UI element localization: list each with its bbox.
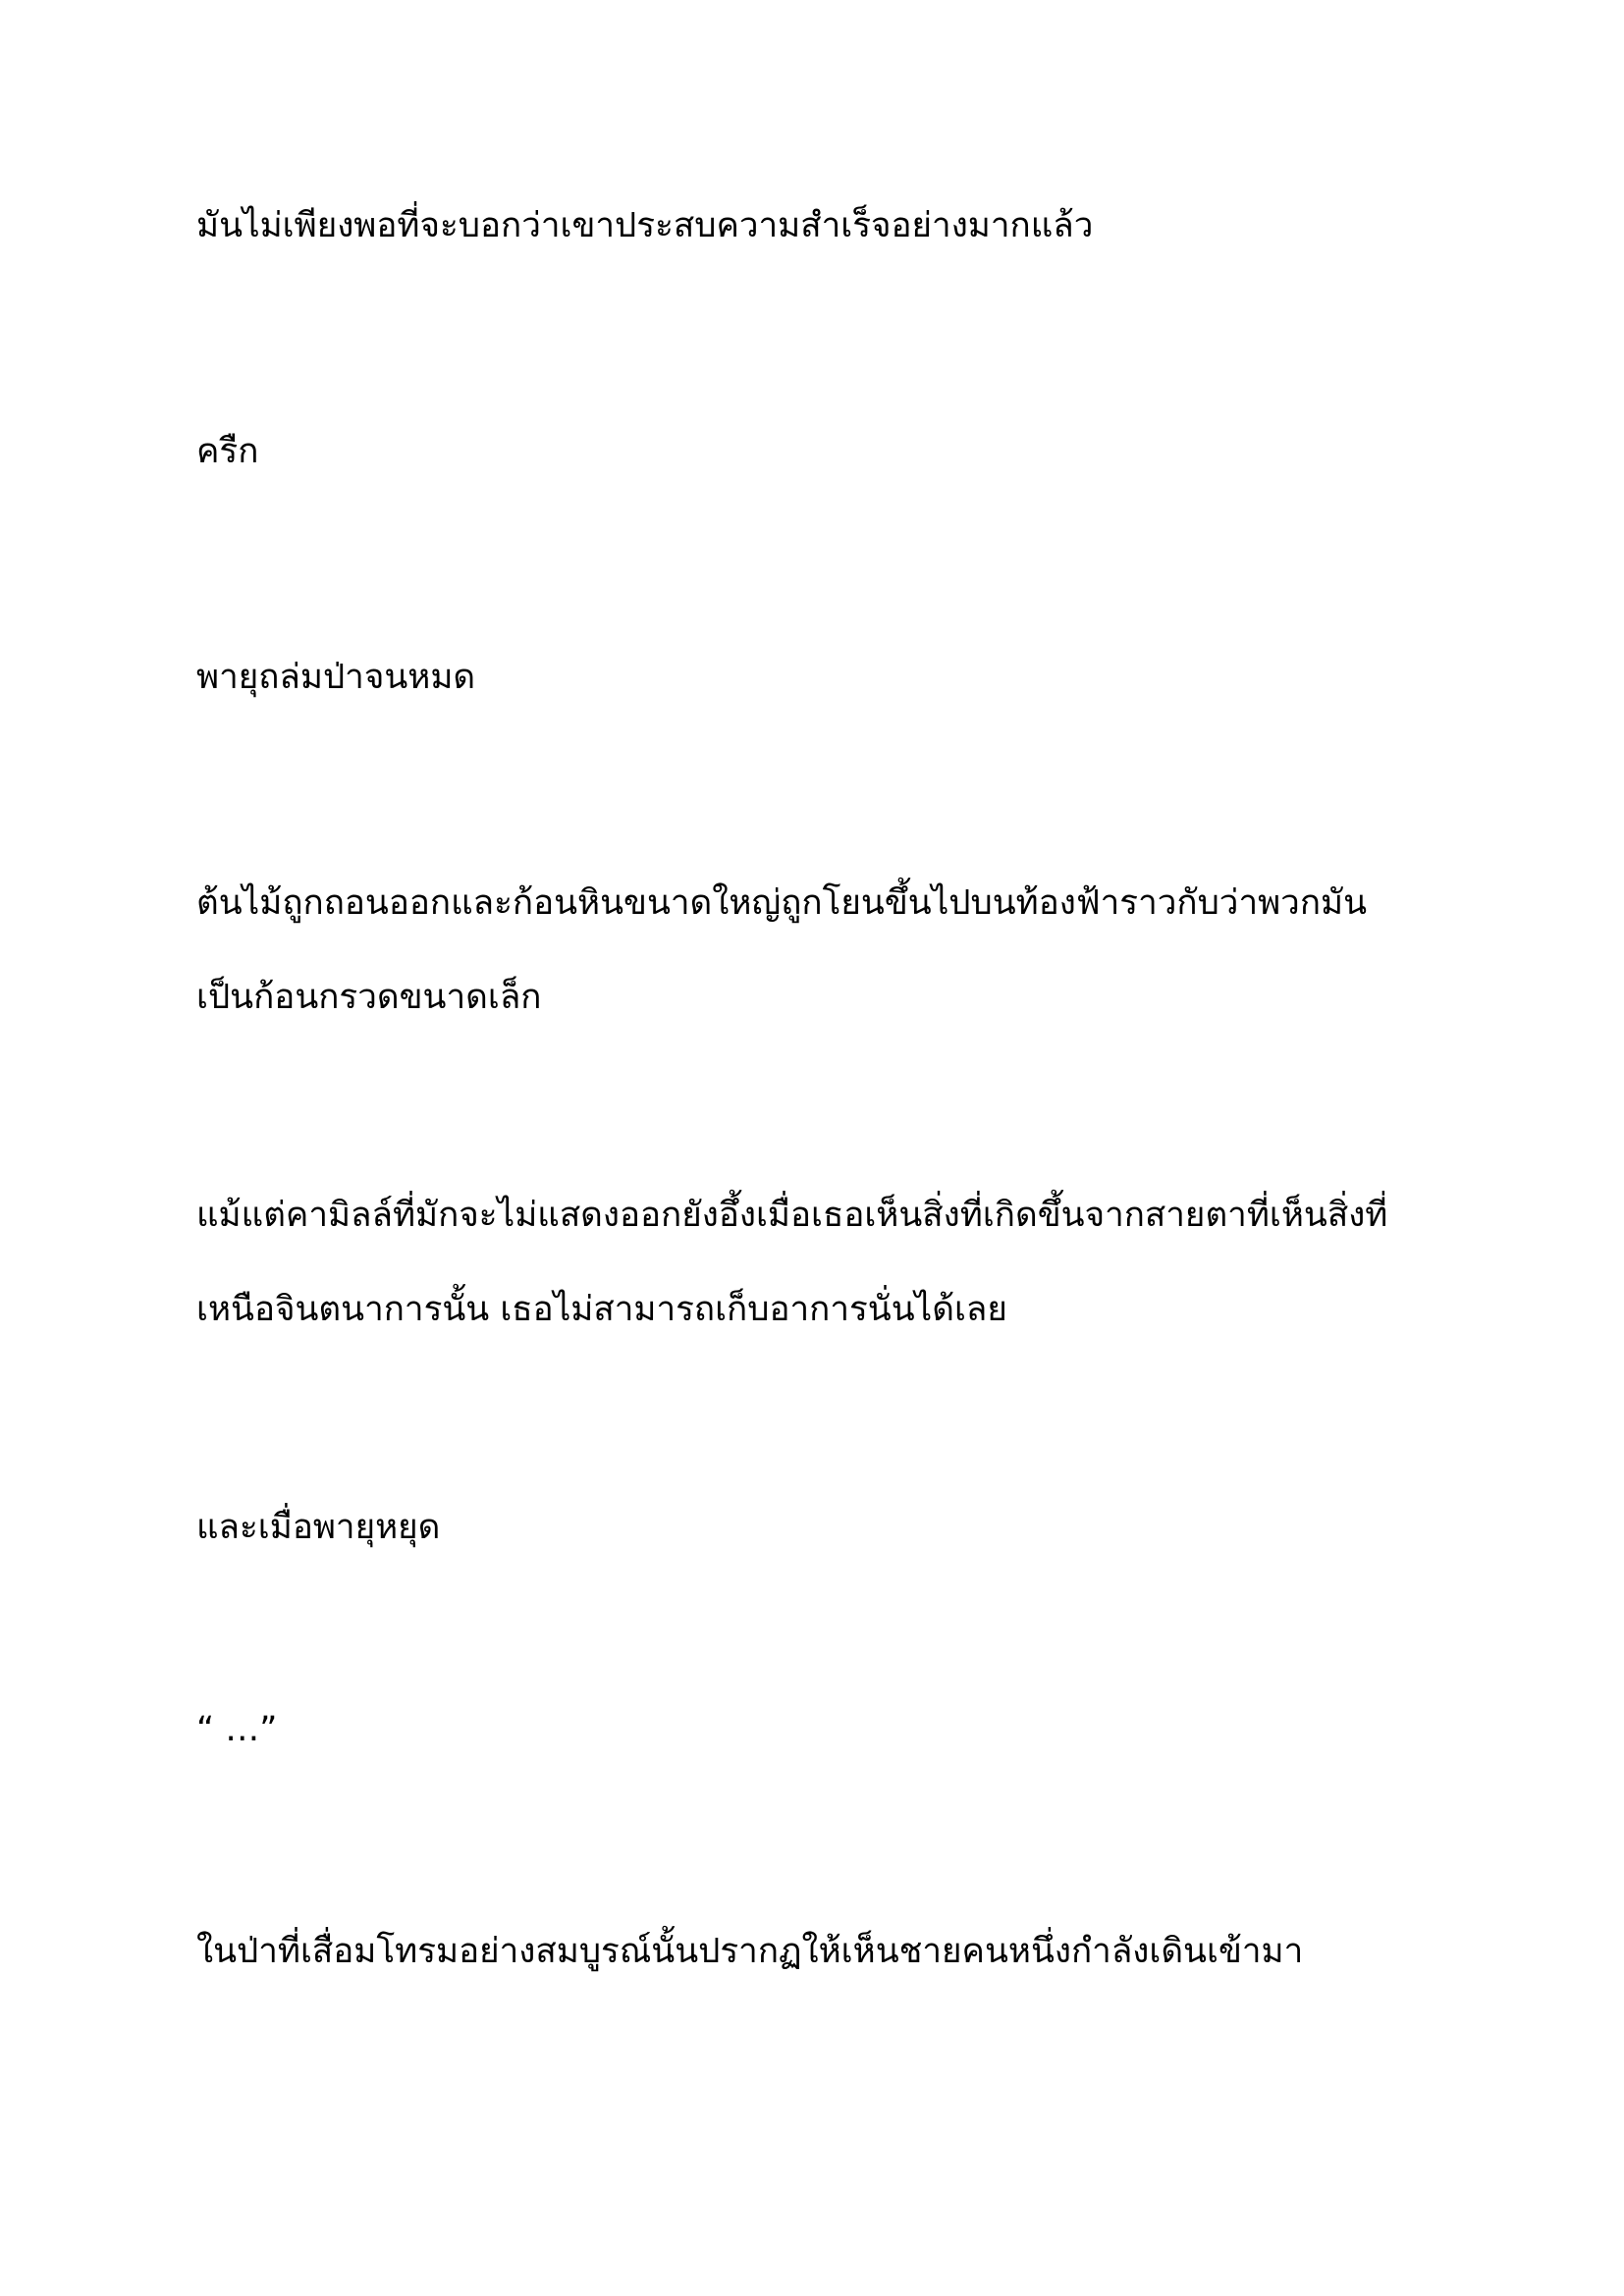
paragraph-8 (196, 1904, 1434, 1999)
paragraph-line: และเมื่อพายุหยุด (196, 1508, 441, 1547)
paragraph-line: “ …” (196, 1710, 278, 1749)
paragraph-4 (196, 856, 1434, 1044)
paragraph-line: แม้แต่คามิลล์ที่มักจะไม่แสดงออกยังอึ้งเมื่อเธอเห็นสิ่งที่เกิดขึ้นจากสายตาที่เห็นสิ่งที่ (196, 1196, 1388, 1235)
paragraph-3 (196, 630, 1434, 724)
paragraph-line: ต้นไม้ถูกถอนออกและก้อนหินขนาดใหญ่ถูกโยนขึ้นไปบนท้องฟ้าราวกับว่าพวกมัน (196, 883, 1368, 923)
paragraph-line: เป็นก้อนกรวดขนาดเล็ก (196, 978, 542, 1017)
paragraph-7 (196, 1682, 1434, 1777)
paragraph-2 (196, 404, 1434, 499)
paragraph-5 (196, 1168, 1434, 1357)
paragraph-line: ครืก (196, 432, 259, 471)
paragraph-line: พายุถล่มป่าจนหมด (196, 658, 476, 697)
paragraph-line: มันไม่เพียงพอที่จะบอกว่าเขาประสบความสำเร็จอย่างมากแล้ว (196, 206, 1094, 245)
paragraph-line: ในป่าที่เสื่อมโทรมอย่างสมบูรณ์นั้นปรากฏให้เห็นชายคนหนึ่งกำลังเดินเข้ามา (196, 1932, 1304, 1971)
paragraph-1 (196, 179, 1434, 273)
paragraph-6 (196, 1480, 1434, 1575)
paragraph-line: เหนือจินตนาการนั้น เธอไม่สามารถเก็บอาการนั่นได้เลย (196, 1290, 1007, 1329)
